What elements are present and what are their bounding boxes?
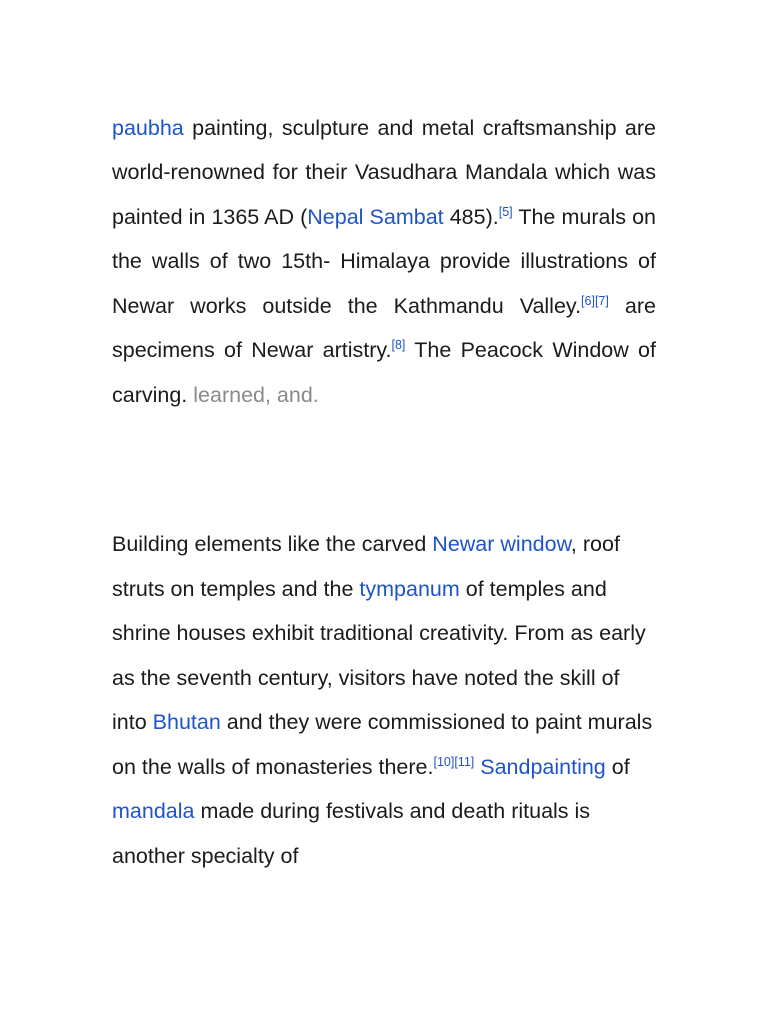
reference-7-link[interactable]: [7] [594, 293, 609, 308]
paragraph-one-text-1: painting, sculpture and metal craftsmanship are world-renowned for their Vasudhara Mandala which was painted in 1365 AD ( [112, 115, 656, 229]
link-bhutan[interactable]: Bhutan [152, 710, 221, 734]
link-sandpainting[interactable]: Sandpainting [474, 754, 606, 779]
paragraph-two-text-6: made during festivals and death rituals is another specialty of [112, 799, 591, 868]
paragraph-two-text-3: of temples and shrine houses exhibit traditional creativity. From as early as the seventh century, visitors have noted the skill of into [112, 576, 646, 734]
paragraph-one-text-2: 485). [443, 204, 499, 229]
link-tympanum[interactable]: tympanum [359, 576, 460, 601]
reference-5[interactable] [499, 204, 513, 218]
paragraph-two-text-5: of [605, 754, 630, 779]
reference-10-11-link[interactable]: [10][11] [433, 754, 475, 769]
reference-6-link[interactable]: [6] [581, 293, 595, 308]
paragraph-one-text-4: are specimens of Newar artistry. [112, 293, 656, 362]
reference-7[interactable] [595, 293, 609, 307]
paragraph-one-text-3: The murals on the walls of two 15th- Himalaya provide illustrations of Newar works outside the Kathmandu Valley. [112, 204, 656, 318]
link-mandala[interactable]: mandala [112, 799, 195, 823]
reference-5-link[interactable]: [5] [498, 204, 513, 219]
link-newar-window[interactable]: Newar window [432, 532, 571, 556]
paragraph-two-text-4: and they were commissioned to paint murals on the walls of monasteries there. [112, 710, 653, 779]
paragraph-two-text-2: , roof struts on temples and the [112, 532, 620, 601]
reference-8[interactable] [392, 338, 406, 352]
paragraph-one-faded-text: learned, and. [193, 382, 319, 407]
reference-6[interactable] [581, 293, 595, 307]
paragraph-two [112, 522, 656, 878]
paragraph-two-text-1: Building elements like the carved [112, 532, 433, 556]
paragraph-spacer [112, 439, 656, 501]
reference-8-link[interactable]: [8] [391, 337, 406, 352]
link-nepal-sambat[interactable]: Nepal Sambat [307, 204, 444, 229]
link-paubha[interactable]: paubha [112, 115, 184, 140]
paragraph-one-text-5: The Peacock Window of carving. [112, 338, 656, 407]
reference-10-11[interactable] [433, 754, 474, 768]
paragraph-one [112, 106, 656, 418]
